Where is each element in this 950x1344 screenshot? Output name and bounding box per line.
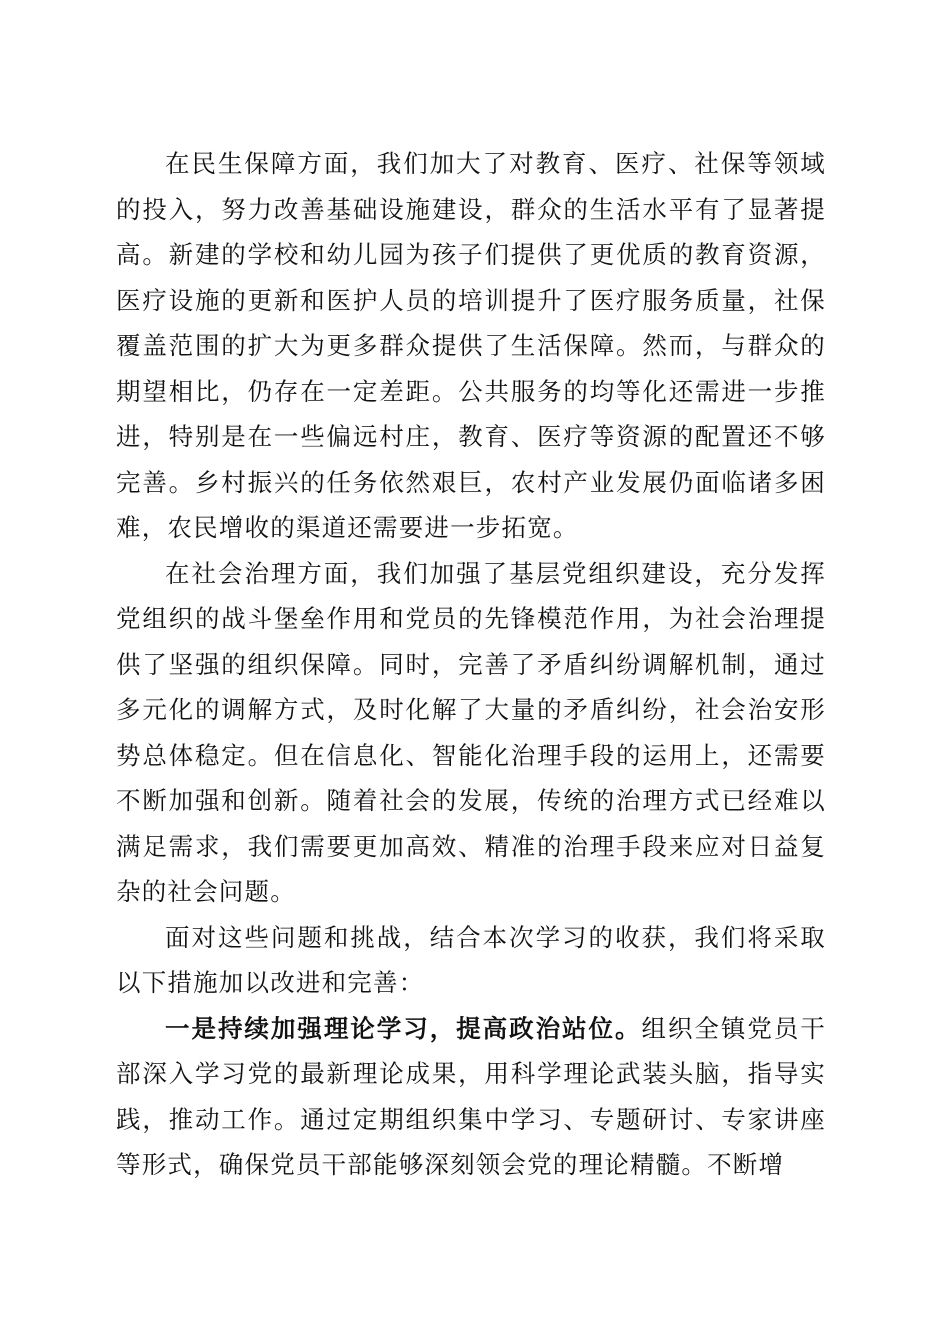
- paragraph-text: 面对这些问题和挑战，结合本次学习的收获，我们将采取以下措施加以改进和完善：: [116, 922, 826, 997]
- paragraph-text: 在社会治理方面，我们加强了基层党组织建设，充分发挥党组织的战斗堡垒作用和党员的先锋模范作用，为社会治理提供了坚强的组织保障。同时，完善了矛盾纠纷调解机制，通过多元化的调解方式，及时化解了大量的矛盾纠纷，社会治安形势总体稳定。但在信息化、智能化治理手段的运用上，还需要不断加强和创新。随着社会的发展，传统的治理方式已经难以满足需求，我们需要更加高效、精准的治理手段来应对日益复杂的社会问题。: [116, 558, 826, 906]
- paragraph-governance: [116, 551, 826, 915]
- paragraph-measure-one: [116, 1006, 826, 1188]
- paragraph-text: 在民生保障方面，我们加大了对教育、医疗、社保等领域的投入，努力改善基础设施建设，群众的生活水平有了显著提高。新建的学校和幼儿园为孩子们提供了更优质的教育资源，医疗设施的更新和医护人员的培训提升了医疗服务质量，社保覆盖范围的扩大为更多群众提供了生活保障。然而，与群众的期望相比，仍存在一定差距。公共服务的均等化还需进一步推进，特别是在一些偏远村庄，教育、医疗等资源的配置还不够完善。乡村振兴的任务依然艰巨，农村产业发展仍面临诸多困难，农民增收的渠道还需要进一步拓宽。: [116, 149, 826, 542]
- document-body: [116, 141, 826, 1188]
- paragraph-text: 组织全镇党员干部深入学习党的最新理论成果，用科学理论武装头脑，指导实践，推动工作。通过定期组织集中学习、专题研讨、专家讲座等形式，确保党员干部能够深刻领会党的理论精髓。不断增: [116, 1013, 826, 1179]
- paragraph-lead-bold: 一是持续加强理论学习，提高政治站位。: [165, 1013, 642, 1043]
- paragraph-livelihood: [116, 141, 826, 551]
- paragraph-measures-intro: [116, 915, 826, 1006]
